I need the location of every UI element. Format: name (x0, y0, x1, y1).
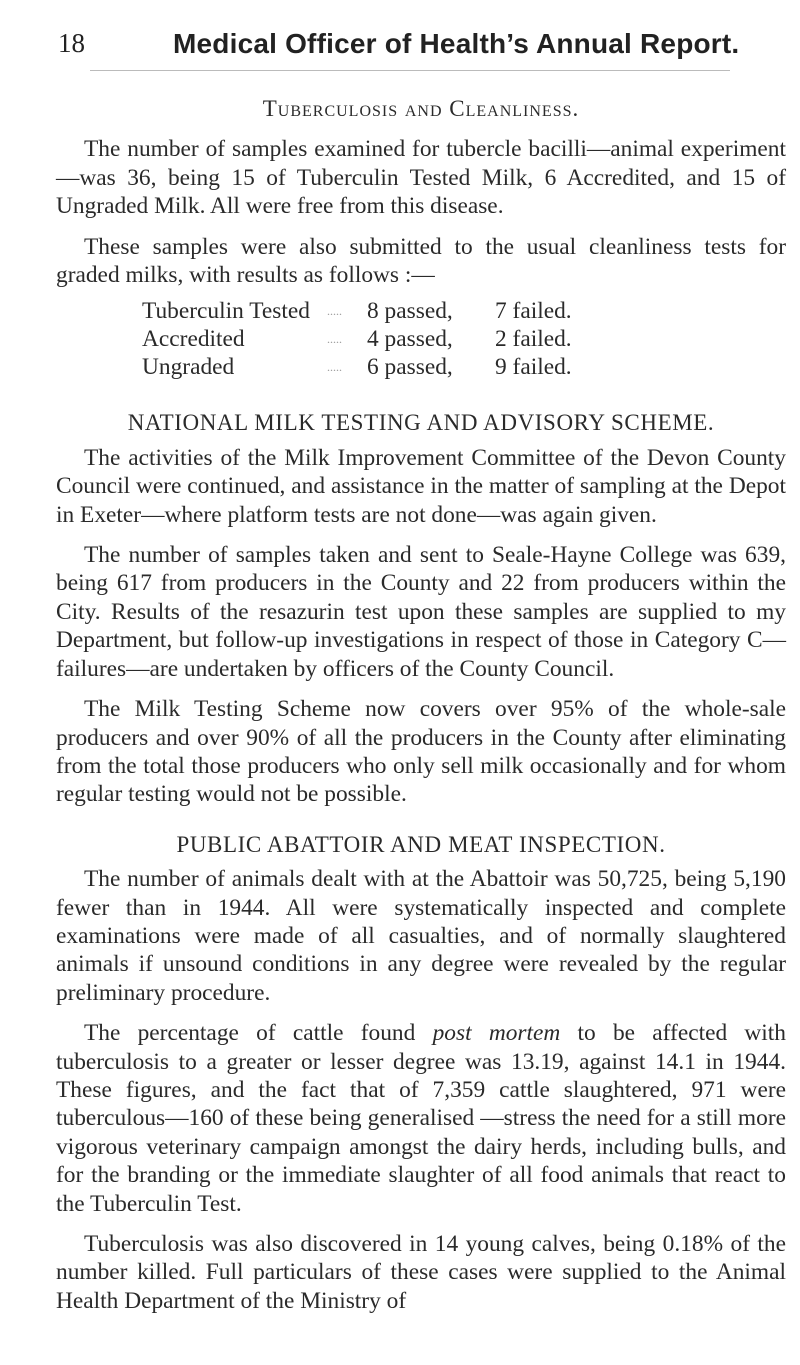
page-body (56, 90, 786, 1327)
page-number: 18 (58, 28, 85, 58)
text-run: to be affected with tuberculosis to a greater or lesser degree was 13.19, against 14.1 in 1944. These figures, and the fact that of 7,359 cattle slaughtered, 971 were tuberculous—160 of these being generalised —stress the need for a still more vigorous veterinary campaign amongst the dairy herds, including bulls, and for the branding or the immediate slaughter of all food animals that react to the Tuberculin Test. (56, 1020, 786, 1217)
result-row (142, 325, 786, 353)
result-row (142, 353, 786, 381)
report-title: Medical Officer of Health’s Annual Report. (173, 28, 740, 59)
paragraph: The number of samples taken and sent to Seale-Hayne College was 639, being 617 from producers in the County and 22 from producers within the City. Results of the resazurin test upon these samples are supplied to my Department, but follow-up investigations in respect of those in Category C—failures—are undertaken by officers of the County Council. (56, 542, 786, 682)
paragraph: Tuberculosis was also discovered in 14 young calves, being 0.18% of the number killed. Full particulars of these cases were supplied to the Animal Health Department of the Ministry of (56, 1231, 786, 1314)
paragraph: The number of animals dealt with at the Abattoir was 50,725, being 5,190 fewer than in 1944. All were systematically inspected and complete examinations were made of all casualties, and of normally slaughtered animals if unsound conditions in any degree were revealed by the regular preliminary procedure. (56, 866, 786, 1006)
paragraph: These samples were also submitted to the usual cleanliness tests for graded milks, with results as follows :— (56, 233, 786, 289)
header-rule (90, 70, 730, 71)
result-category: Tuberculin Tested (142, 298, 310, 325)
section-heading-abattoir: PUBLIC ABATTOIR AND MEAT INSPECTION. (176, 831, 666, 857)
result-category: Accredited (142, 326, 245, 353)
paragraph: The activities of the Milk Improvement Committee of the Devon County Council were continued, and assistance in the matter of sampling at the Depot in Exeter—where platform tests are not done—was again given. (56, 444, 786, 528)
paragraph: The number of samples examined for tubercle bacilli—animal experiment—was 36, being 15 of Tuberculin Tested Milk, 6 Accredited, and 15 of Ungraded Milk. All were free from this disease. (56, 136, 786, 220)
result-passed: 8 passed, (367, 298, 453, 325)
result-failed: 2 failed. (495, 326, 572, 353)
text-run: The percentage of cattle found (84, 1020, 433, 1047)
result-failed: 9 failed. (495, 354, 572, 381)
running-header (58, 28, 768, 68)
paragraph: The Milk Testing Scheme now covers over 95% of the whole-sale producers and over 90% of all the producers in the County after eliminating from the total those producers who only sell milk occasionally and for whom regular testing would not be possible. (56, 696, 786, 808)
result-passed: 4 passed, (367, 326, 453, 353)
leader-dots: ..... (327, 360, 342, 375)
cleanliness-results-list (142, 297, 786, 381)
leader-dots: ..... (327, 304, 342, 319)
result-failed: 7 failed. (495, 298, 572, 325)
paragraph (56, 1019, 786, 1218)
leader-dots: ..... (327, 332, 342, 347)
italic-phrase: post mortem (432, 1020, 561, 1047)
result-category: Ungraded (142, 354, 235, 381)
result-row (142, 297, 786, 325)
result-passed: 6 passed, (367, 354, 453, 381)
section-heading-milk-testing: NATIONAL MILK TESTING AND ADVISORY SCHEME. (127, 410, 715, 436)
section-heading-tuberculosis: Tuberculosis and Cleanliness. (262, 96, 580, 121)
